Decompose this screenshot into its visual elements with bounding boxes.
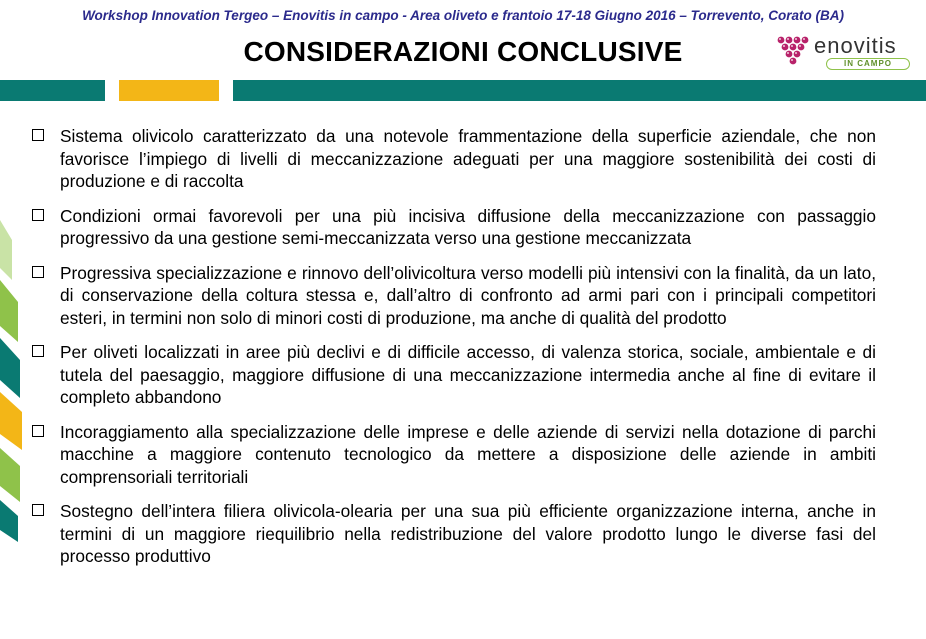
side-decoration: [0, 220, 28, 580]
slide-title: CONSIDERAZIONI CONCLUSIVE: [243, 36, 683, 67]
logo-wordmark: enovitis: [814, 33, 897, 58]
checkbox-bullet-icon: [32, 266, 44, 278]
checkbox-bullet-icon: [32, 209, 44, 221]
header-bar-yellow: [119, 80, 219, 101]
list-item: [30, 205, 876, 250]
logo-tagline: IN CAMPO: [826, 58, 910, 70]
conclusions-list: [30, 125, 876, 580]
list-item-text: Incoraggiamento alla specializzazione delle imprese e delle aziende di servizi nella dotazione di parchi macchine a maggiore contenuto tecnologico da mettere a disposizione delle aziende in ambiti comprensoriali territoriali: [60, 421, 876, 487]
list-item-text: Progressiva specializzazione e rinnovo dell’olivicoltura verso modelli più intensivi con la finalità, da un lato, di conservazione della coltura stessa e, dall’altro di confronto ad armi pari con i principali competitori esteri, in termini non solo di minori costi di produzione, ma anche di qualità del prodotto: [60, 262, 876, 328]
list-item-text: Per oliveti localizzati in aree più declivi e di difficile accesso, di valenza storica, sociale, ambientale e di tutela del paesaggio, maggiore diffusione di una meccanizzazione intermedia anche al fine di evitare il completo abbandono: [60, 342, 876, 407]
list-item: [30, 262, 876, 330]
list-item-text: Condizioni ormai favorevoli per una più incisiva diffusione della meccanizzazione con passaggio progressivo da una gestione semi-meccanizzata verso una gestione meccanizzata: [60, 205, 876, 248]
checkbox-bullet-icon: [32, 425, 44, 437]
list-item-text: Sistema olivicolo caratterizzato da una notevole frammentazione della superficie aziendale, che non favorisce l’impiego di livelli di meccanizzazione adeguati per una maggiore sostenibilità dei costi di produzione e di raccolta: [60, 126, 876, 191]
checkbox-bullet-icon: [32, 504, 44, 516]
list-item: [30, 125, 876, 193]
checkbox-bullet-icon: [32, 129, 44, 141]
header-bar-teal-right: [233, 80, 926, 101]
list-item-text: Sostegno dell’intera filiera olivicola-olearia per una sua più efficiente organizzazione interna, anche in termini di un maggiore riequilibrio nella redistribuzione del valore prodotto lungo le diverse fasi del processo produttivo: [60, 501, 876, 566]
checkbox-bullet-icon: [32, 345, 44, 357]
header-bar-teal-left: [0, 80, 105, 101]
enovitis-logo: [776, 33, 918, 71]
list-item: [30, 421, 876, 489]
list-item: [30, 341, 876, 409]
event-header: Workshop Innovation Tergeo – Enovitis in campo - Area oliveto e frantoio 17-18 Giugno 2016 – Torrevento, Corato (BA): [82, 8, 844, 23]
list-item: [30, 500, 876, 568]
grapes-icon: [776, 35, 810, 67]
